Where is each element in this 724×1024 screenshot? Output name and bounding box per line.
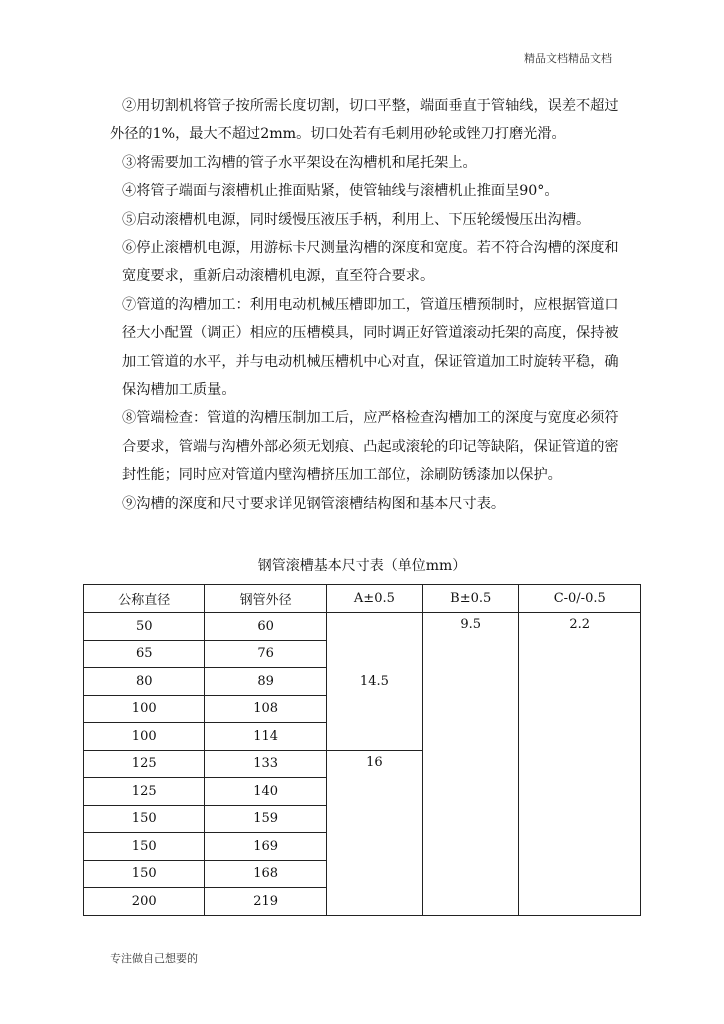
paragraph-4-text: ④将管子端面与滚槽机止推面贴紧，使管轴线与滚槽机止推面呈90°。 — [122, 183, 559, 200]
header-nominal-diameter: 公称直径 — [84, 585, 205, 613]
cell-nominal: 200 — [84, 888, 205, 916]
cell-nominal: 100 — [84, 723, 205, 751]
page-header: 精品文档精品文档 — [524, 52, 612, 65]
cell-nominal: 65 — [84, 640, 205, 668]
cell-outer: 89 — [205, 668, 326, 696]
header-a: A±0.5 — [326, 585, 422, 613]
cell-outer: 169 — [205, 833, 326, 861]
cell-nominal: 125 — [84, 750, 205, 778]
spec-table — [83, 584, 641, 916]
cell-nominal: 150 — [84, 833, 205, 861]
paragraph-9: ⑨沟槽的深度和尺寸要求详见钢管滚槽结构图和基本尺寸表。 — [122, 495, 506, 512]
paragraph-2-text: ②用切割机将管子按所需长度切割，切口平整，端面垂直于管轴线，误差不超过外径的1%，最大不超过2mm。切口处若有毛刺用砂轮或锉刀打磨光滑。 — [110, 98, 619, 143]
paragraph-4 — [110, 177, 625, 205]
cell-outer: 133 — [205, 750, 326, 778]
cell-b: 9.5 — [422, 613, 518, 916]
paragraph-3-text: ③将需要加工沟槽的管子水平架设在沟槽机和尾托架上。 — [122, 154, 477, 171]
cell-nominal: 50 — [84, 613, 205, 641]
paragraph-5 — [110, 206, 625, 234]
paragraph-6: ⑥停止滚槽机电源，用游标卡尺测量沟槽的深度和宽度。若不符合沟槽的深度和宽度要求，重新启动滚槽机电源，直至符合要求。 — [122, 240, 619, 285]
cell-outer: 60 — [205, 613, 326, 641]
cell-a-group2: 16 — [326, 750, 422, 915]
paragraph-2 — [110, 92, 625, 149]
paragraph-7: ⑦管道的沟槽加工：利用电动机械压槽即加工，管道压槽预制时，应根据管道口径大小配置（调正）相应的压槽模具，同时调正好管道滚动托架的高度，保持被加工管道的水平，并与电动机械压槽机中心对直，保证管道加工时旋转平稳，确保沟槽加工质量。 — [122, 296, 619, 399]
table-row — [84, 613, 641, 641]
cell-outer: 168 — [205, 860, 326, 888]
paragraph-3 — [110, 149, 625, 177]
cell-a-group1: 14.5 — [326, 613, 422, 751]
page-footer: 专注做自己想要的 — [110, 952, 198, 965]
paragraph-8: ⑧管端检查：管道的沟槽压制加工后，应严格检查沟槽加工的深度与宽度必须符合要求，管端与沟槽外部必须无划痕、凸起或滚轮的印记等缺陷，保证管道的密封性能；同时应对管道内壁沟槽挤压加工部位，涂刷防锈漆加以保护。 — [122, 410, 619, 484]
header-outer-diameter: 钢管外径 — [205, 585, 326, 613]
cell-nominal: 80 — [84, 668, 205, 696]
cell-outer: 76 — [205, 640, 326, 668]
paragraph-5-text: ⑤启动滚槽机电源，同时缓慢压液压手柄，利用上、下压轮缓慢压出沟槽。 — [122, 211, 591, 228]
header-b: B±0.5 — [422, 585, 518, 613]
cell-c: 2.2 — [519, 613, 641, 916]
header-c: C-0/-0.5 — [519, 585, 641, 613]
table-caption: 钢管滚槽基本尺寸表（单位mm） — [257, 558, 467, 574]
cell-outer: 114 — [205, 723, 326, 751]
cell-outer: 140 — [205, 778, 326, 806]
table-header-row — [84, 585, 641, 613]
cell-nominal: 100 — [84, 695, 205, 723]
cell-outer: 108 — [205, 695, 326, 723]
cell-outer: 159 — [205, 805, 326, 833]
cell-outer: 219 — [205, 888, 326, 916]
cell-nominal: 150 — [84, 860, 205, 888]
cell-nominal: 150 — [84, 805, 205, 833]
body-text — [110, 92, 625, 518]
cell-nominal: 125 — [84, 778, 205, 806]
